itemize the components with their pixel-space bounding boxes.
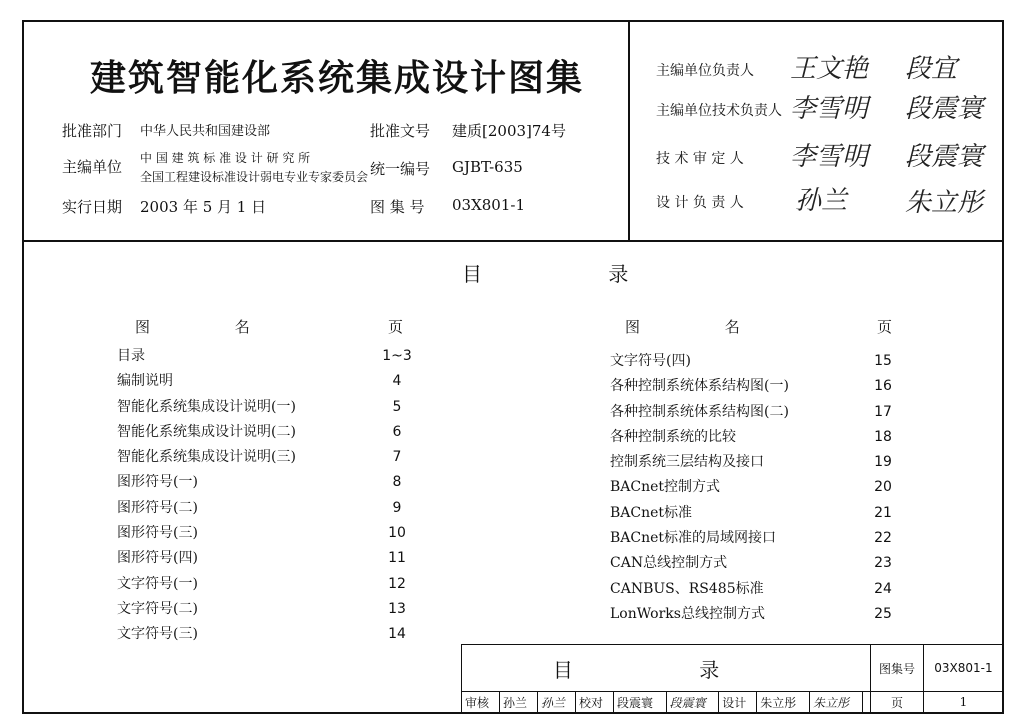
toc-entry-name: 智能化系统集成设计说明(一) xyxy=(117,398,296,415)
list-item xyxy=(117,546,437,571)
toc-entry-page: 16 xyxy=(874,378,892,395)
toc-entry-page: 4 xyxy=(392,373,402,390)
title-block-spacer xyxy=(862,692,871,713)
toc-entry-page: 11 xyxy=(388,550,406,567)
page-label: 页 xyxy=(871,692,924,713)
list-item xyxy=(610,501,930,526)
toc-entry-name: BACnet标准的局域网接口 xyxy=(610,530,777,547)
chief-unit-line2: 全国工程建设标准设计弱电专业专家委员会 xyxy=(140,170,369,184)
list-item xyxy=(610,349,930,374)
toc-entry-name: 图形符号(四) xyxy=(117,550,198,567)
toc-entry-page: 12 xyxy=(388,575,406,592)
approval-dept-value: 中华人民共和国建设部 xyxy=(140,124,271,139)
review-label: 审核 xyxy=(462,692,500,713)
list-item xyxy=(117,470,437,495)
toc-title: 目 录 xyxy=(462,262,689,286)
approval-no-label: 批准文号 xyxy=(370,122,431,140)
design-label: 设计 xyxy=(719,692,757,713)
chief-unit-label: 主编单位 xyxy=(62,158,123,176)
toc-entry-page: 10 xyxy=(388,525,406,542)
list-item xyxy=(117,622,437,647)
list-item xyxy=(610,602,930,627)
list-item xyxy=(117,395,437,420)
atlas-title: 建筑智能化系统集成设计图集 xyxy=(90,58,585,99)
responsible-signature: 段震寰 xyxy=(905,94,984,124)
list-item xyxy=(610,526,930,551)
unified-no-label: 统一编号 xyxy=(370,160,431,178)
list-item xyxy=(117,369,437,394)
toc-entry-name: 图形符号(一) xyxy=(117,474,198,491)
responsible-signature: 孙兰 xyxy=(795,186,848,216)
design-name: 朱立彤 xyxy=(757,692,810,713)
responsible-signature: 朱立彤 xyxy=(905,188,984,218)
toc-entry-name: 智能化系统集成设计说明(二) xyxy=(117,423,296,440)
unified-no-value: GJBT-635 xyxy=(452,158,523,176)
toc-entry-name: 控制系统三层结构及接口 xyxy=(610,454,764,471)
toc-entry-page: 19 xyxy=(874,454,892,471)
toc-entry-name: CANBUS、RS485标准 xyxy=(610,580,764,597)
header-divider xyxy=(628,20,630,242)
title-block-title: 目 录 xyxy=(462,645,871,692)
toc-entry-page: 6 xyxy=(392,423,402,440)
list-item xyxy=(117,445,437,470)
toc-entry-page: 17 xyxy=(874,403,892,420)
check-name: 段震寰 xyxy=(613,692,666,713)
title-block-atlas-value: 03X801-1 xyxy=(923,645,1003,692)
responsible-signature: 李雪明 xyxy=(790,94,869,124)
page-value: 1 xyxy=(923,692,1003,713)
list-item xyxy=(117,572,437,597)
toc-entry-name: 各种控制系统体系结构图(二) xyxy=(610,403,789,420)
list-item xyxy=(610,577,930,602)
toc-entry-page: 7 xyxy=(392,449,402,466)
toc-entry-page: 25 xyxy=(874,605,892,622)
toc-entry-name: BACnet控制方式 xyxy=(610,479,721,496)
toc-entry-name: 目录 xyxy=(117,348,145,364)
toc-list-left xyxy=(117,344,437,648)
list-item xyxy=(117,521,437,546)
toc-entry-name: CAN总线控制方式 xyxy=(610,555,728,572)
responsible-label: 技 术 审 定 人 xyxy=(656,151,744,167)
title-block xyxy=(461,644,1004,713)
review-signature: 孙兰 xyxy=(537,692,575,713)
toc-entry-page: 15 xyxy=(874,353,892,369)
responsible-label: 主编单位负责人 xyxy=(656,63,754,79)
list-item xyxy=(610,425,930,450)
toc-entry-page: 22 xyxy=(874,530,892,547)
approval-no-value: 建质[2003]74号 xyxy=(452,122,566,140)
toc-entry-name: 编制说明 xyxy=(117,373,173,390)
chief-unit-line1: 中 国 建 筑 标 准 设 计 研 究 所 xyxy=(140,151,311,165)
toc-col-page-right: 页 xyxy=(877,318,893,336)
toc-entry-name: 文字符号(一) xyxy=(117,575,198,592)
check-label: 校对 xyxy=(575,692,613,713)
responsible-label: 设 计 负 责 人 xyxy=(656,195,744,211)
effective-date-value: 2003 年 5 月 1 日 xyxy=(140,198,267,216)
list-item xyxy=(117,597,437,622)
toc-entry-name: BACnet标准 xyxy=(610,504,693,521)
toc-entry-name: 文字符号(三) xyxy=(117,626,198,643)
toc-entry-name: 各种控制系统体系结构图(一) xyxy=(610,378,789,395)
design-signature: 朱立彤 xyxy=(809,692,862,713)
toc-entry-page: 1~3 xyxy=(382,348,412,364)
toc-entry-page: 18 xyxy=(874,428,892,445)
approval-dept-label: 批准部门 xyxy=(62,122,123,140)
toc-entry-name: 图形符号(二) xyxy=(117,499,198,516)
list-item xyxy=(610,450,930,475)
toc-entry-page: 8 xyxy=(392,474,402,491)
toc-entry-name: 各种控制系统的比较 xyxy=(610,428,736,445)
responsible-signature: 段宜 xyxy=(905,54,958,84)
toc-col-name-right: 图 名 xyxy=(625,318,780,336)
toc-entry-name: 文字符号(四) xyxy=(610,353,691,369)
list-item xyxy=(610,551,930,576)
toc-entry-page: 23 xyxy=(874,555,892,572)
list-item xyxy=(610,400,930,425)
toc-entry-page: 21 xyxy=(874,504,892,521)
toc-entry-name: 智能化系统集成设计说明(三) xyxy=(117,449,296,466)
toc-col-page-left: 页 xyxy=(388,318,404,336)
toc-list-right xyxy=(610,349,930,627)
review-name: 孙兰 xyxy=(499,692,537,713)
toc-entry-name: 图形符号(三) xyxy=(117,525,198,542)
list-item xyxy=(117,420,437,445)
effective-date-label: 实行日期 xyxy=(62,198,123,216)
list-item xyxy=(610,475,930,500)
toc-entry-page: 24 xyxy=(874,580,892,597)
toc-col-name-left: 图 名 xyxy=(135,318,290,336)
responsible-label: 主编单位技术负责人 xyxy=(656,103,782,119)
list-item xyxy=(117,344,437,369)
list-item xyxy=(610,374,930,399)
toc-entry-name: LonWorks总线控制方式 xyxy=(610,605,765,622)
atlas-no-value: 03X801-1 xyxy=(452,196,526,214)
atlas-no-label: 图 集 号 xyxy=(370,198,425,216)
responsible-signature: 段震寰 xyxy=(905,142,984,172)
toc-entry-name: 文字符号(二) xyxy=(117,600,198,617)
responsible-signature: 王文艳 xyxy=(790,54,869,84)
toc-entry-page: 13 xyxy=(388,600,406,617)
responsible-signature: 李雪明 xyxy=(790,142,869,172)
toc-entry-page: 20 xyxy=(874,479,892,496)
toc-entry-page: 5 xyxy=(392,398,402,415)
list-item xyxy=(117,496,437,521)
check-signature: 段震寰 xyxy=(666,692,719,713)
toc-entry-page: 14 xyxy=(388,626,406,643)
title-block-atlas-label: 图集号 xyxy=(871,645,924,692)
toc-entry-page: 9 xyxy=(392,499,402,516)
